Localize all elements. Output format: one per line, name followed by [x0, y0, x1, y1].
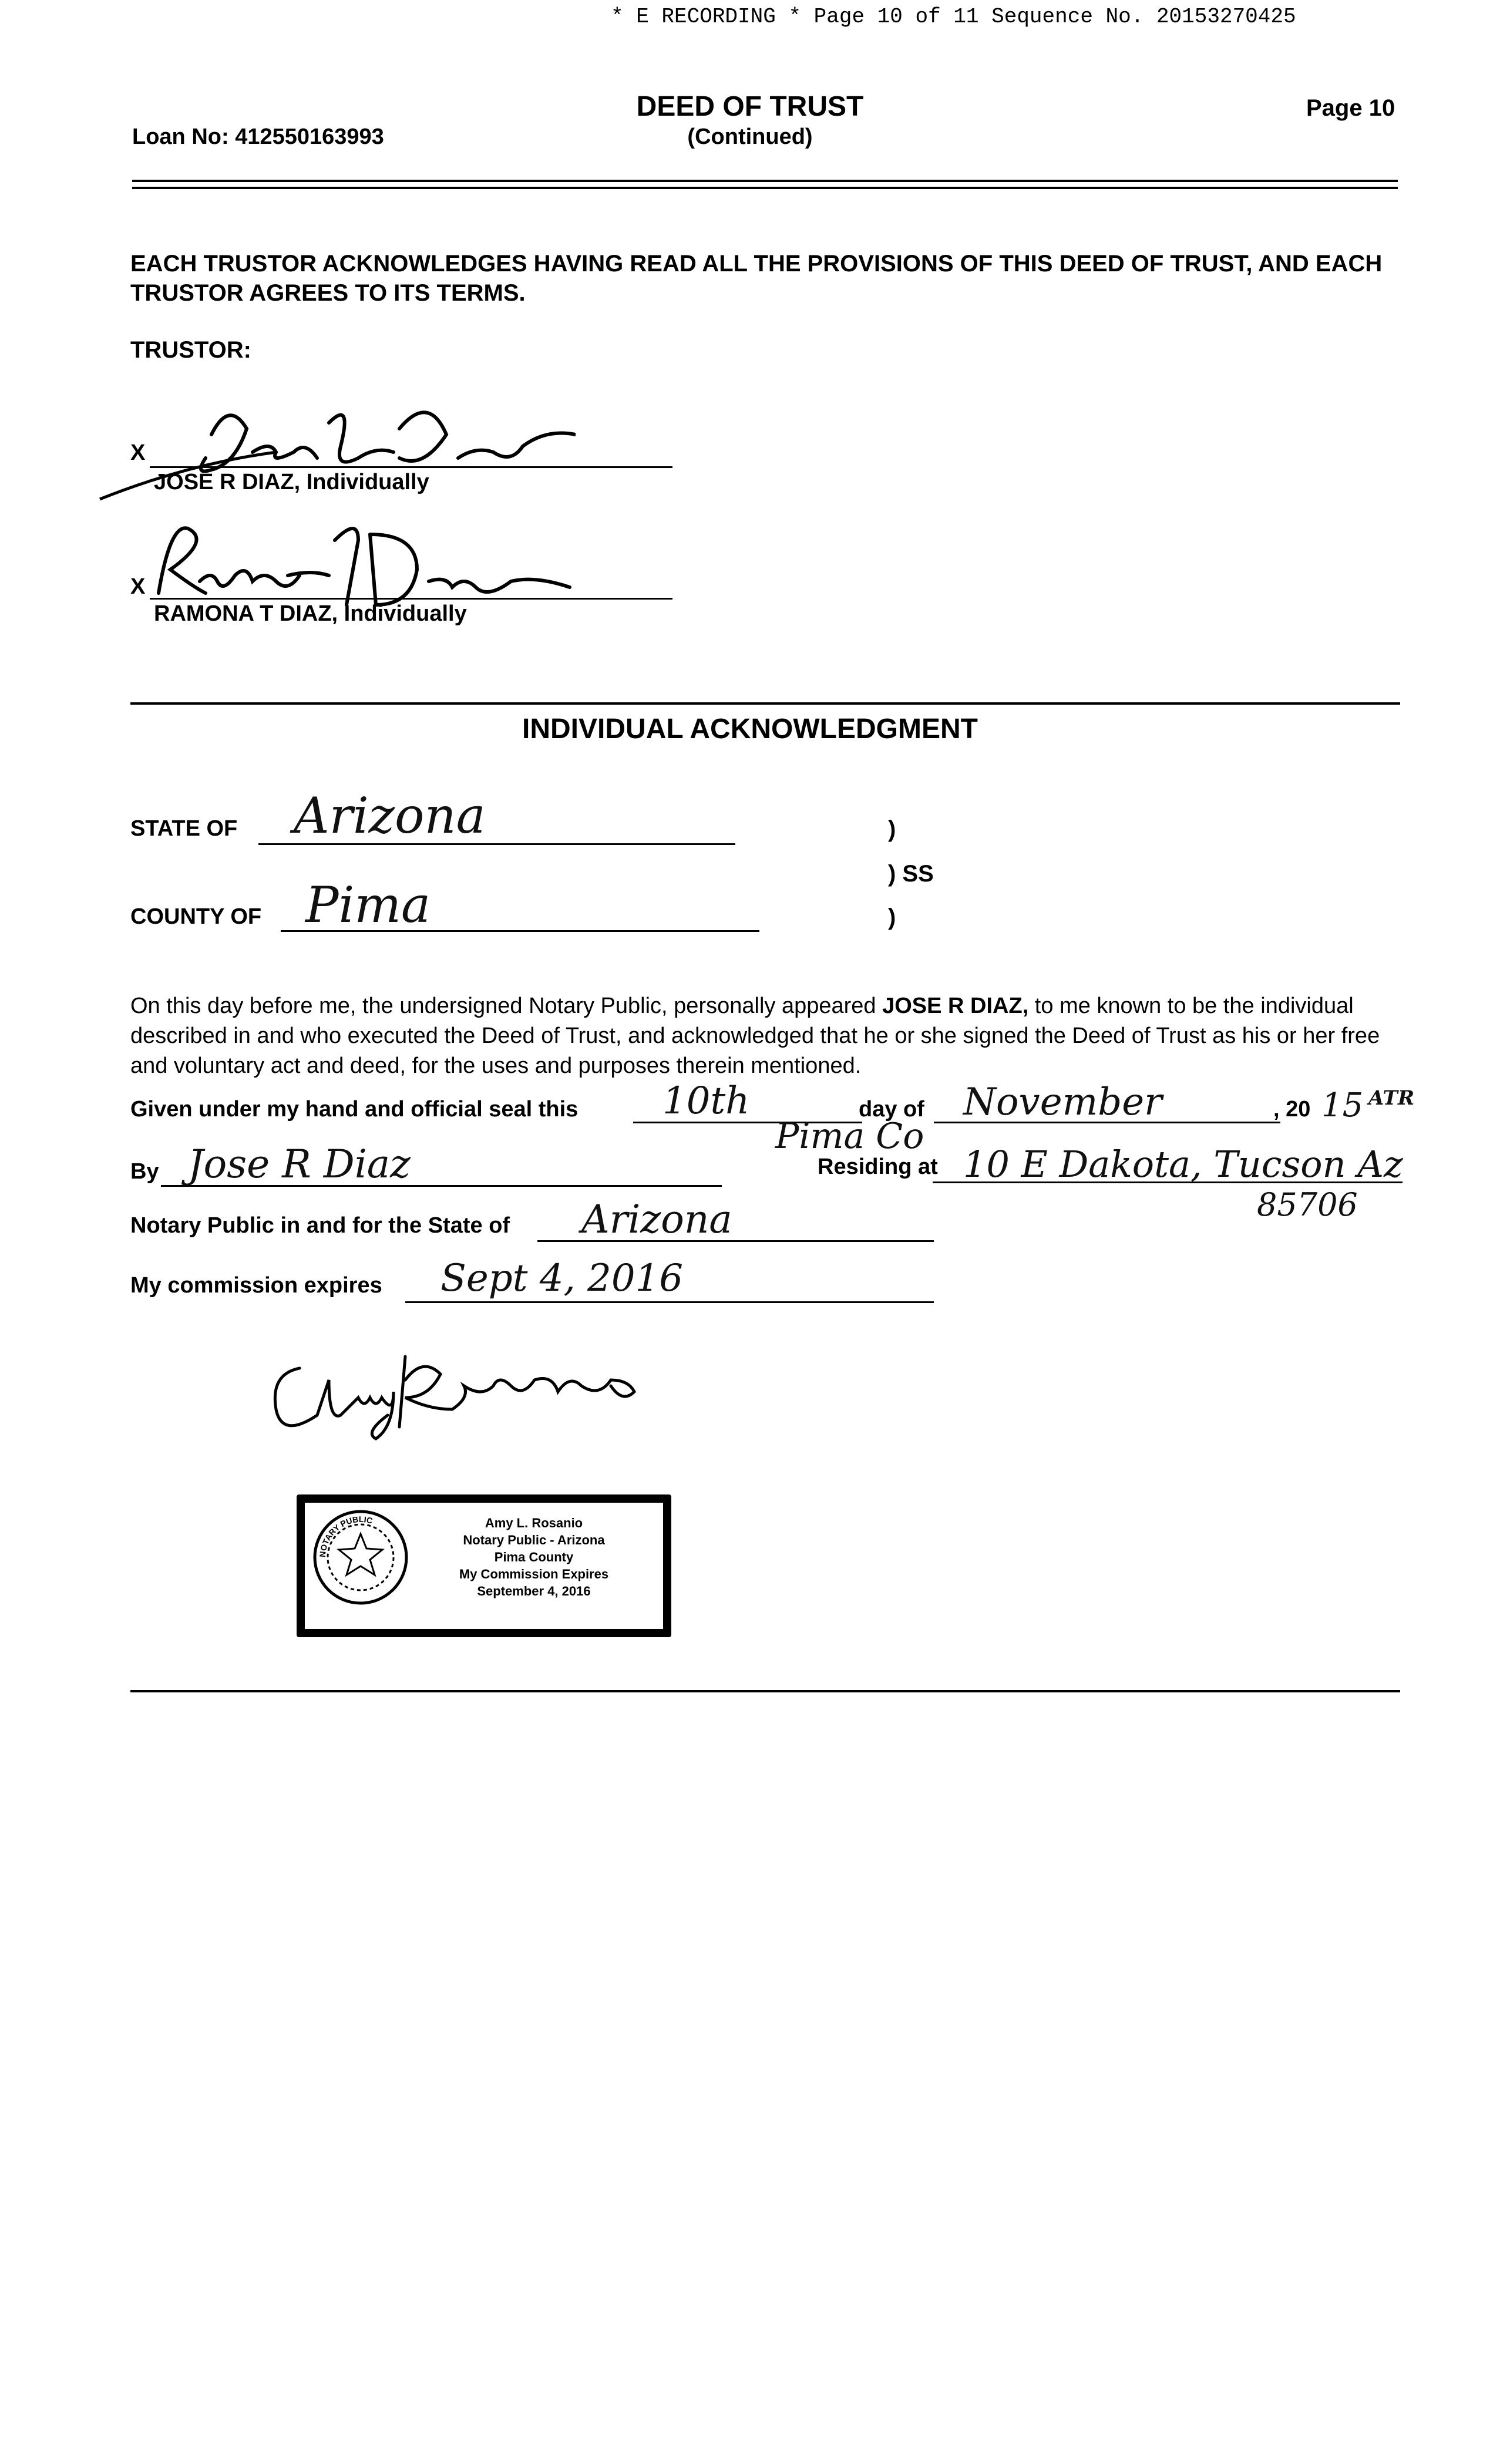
given-day: 10th [662, 1079, 750, 1123]
county-label: COUNTY OF [130, 904, 262, 929]
footer-rule [130, 1690, 1400, 1692]
document-title: DEED OF TRUST [636, 91, 864, 122]
commission-label: My commission expires [130, 1273, 382, 1298]
county-value: Pima [305, 876, 431, 934]
residing-value: 10 E Dakota, Tucson Az [963, 1143, 1403, 1186]
given-year-prefix: , 20 [1273, 1097, 1311, 1122]
by-value: Jose R Diaz [188, 1142, 411, 1187]
seal-text [416, 1514, 651, 1600]
seal-line-date: September 4, 2016 [477, 1584, 591, 1598]
venue-ss: ) SS [888, 861, 934, 887]
notary-paragraph-before: On this day before me, the undersigned Notary Public, personally appeared [130, 994, 883, 1018]
commission-value: Sept 4, 2016 [440, 1257, 684, 1300]
signer-1-x: X [130, 440, 146, 465]
notary-state-value: Arizona [581, 1197, 732, 1242]
signer-1-name: JOSE R DIAZ, Individually [154, 470, 429, 494]
trustor-acknowledgement: EACH TRUSTOR ACKNOWLEDGES HAVING READ ALL THE PROVISIONS OF THIS DEED OF TRUST, AND EACH TRUSTOR AGREES TO ITS TERMS. [130, 251, 1383, 306]
notary-paragraph [130, 991, 1387, 1081]
header-rule-1 [132, 180, 1398, 182]
residing-zip: 85706 [1257, 1186, 1358, 1223]
given-month: November [963, 1080, 1162, 1124]
seal-line-commission: My Commission Expires [459, 1567, 609, 1581]
notary-seal [297, 1494, 671, 1637]
given-year-hand: 15 [1321, 1086, 1364, 1125]
seal-emblem [311, 1507, 411, 1607]
seal-line-county: Pima County [494, 1550, 574, 1564]
seal-ring-text: NOTARY PUBLIC [317, 1514, 374, 1558]
seal-line-title: Notary Public - Arizona [463, 1533, 605, 1547]
notary-paragraph-name: JOSE R DIAZ, [882, 994, 1029, 1018]
given-initials: ATR [1368, 1086, 1415, 1110]
given-label: Given under my hand and official seal this [130, 1097, 579, 1122]
commission-line [405, 1301, 934, 1303]
section-rule [130, 702, 1400, 705]
residing-label: Residing at [818, 1154, 938, 1179]
trustor-label: TRUSTOR: [130, 337, 251, 363]
header-rule-2 [132, 187, 1398, 189]
state-label: STATE OF [130, 816, 238, 841]
notary-paragraph-after: to me known to be the individual described in and who executed the Deed of Trust, and acknowledged that he or she signed the Deed of Trust as his or her free and voluntary act and deed, for the uses and purposes therein mentioned. [130, 994, 1380, 1078]
page-number: Page 10 [1306, 95, 1395, 121]
svg-text:NOTARY PUBLIC [318, 1514, 374, 1557]
residing-above: Pima Co [775, 1116, 924, 1157]
seal-line-name: Amy L. Rosanio [485, 1516, 583, 1530]
loan-number: Loan No: 412550163993 [132, 124, 384, 149]
notary-state-label: Notary Public in and for the State of [130, 1213, 510, 1238]
document-continued: (Continued) [687, 124, 813, 149]
signer-2-name: RAMONA T DIAZ, Individually [154, 601, 467, 626]
recording-header: * E RECORDING * Page 10 of 11 Sequence No. 20153270425 [611, 5, 1296, 29]
section-title: INDIVIDUAL ACKNOWLEDGMENT [522, 713, 978, 745]
venue-paren-2: ) [888, 904, 896, 930]
signer-2-x: X [130, 574, 146, 599]
state-value: Arizona [294, 787, 486, 844]
given-day-of: day of [859, 1097, 924, 1122]
notary-signature [258, 1345, 705, 1450]
venue-paren-1: ) [888, 816, 896, 842]
by-label: By [130, 1159, 159, 1184]
